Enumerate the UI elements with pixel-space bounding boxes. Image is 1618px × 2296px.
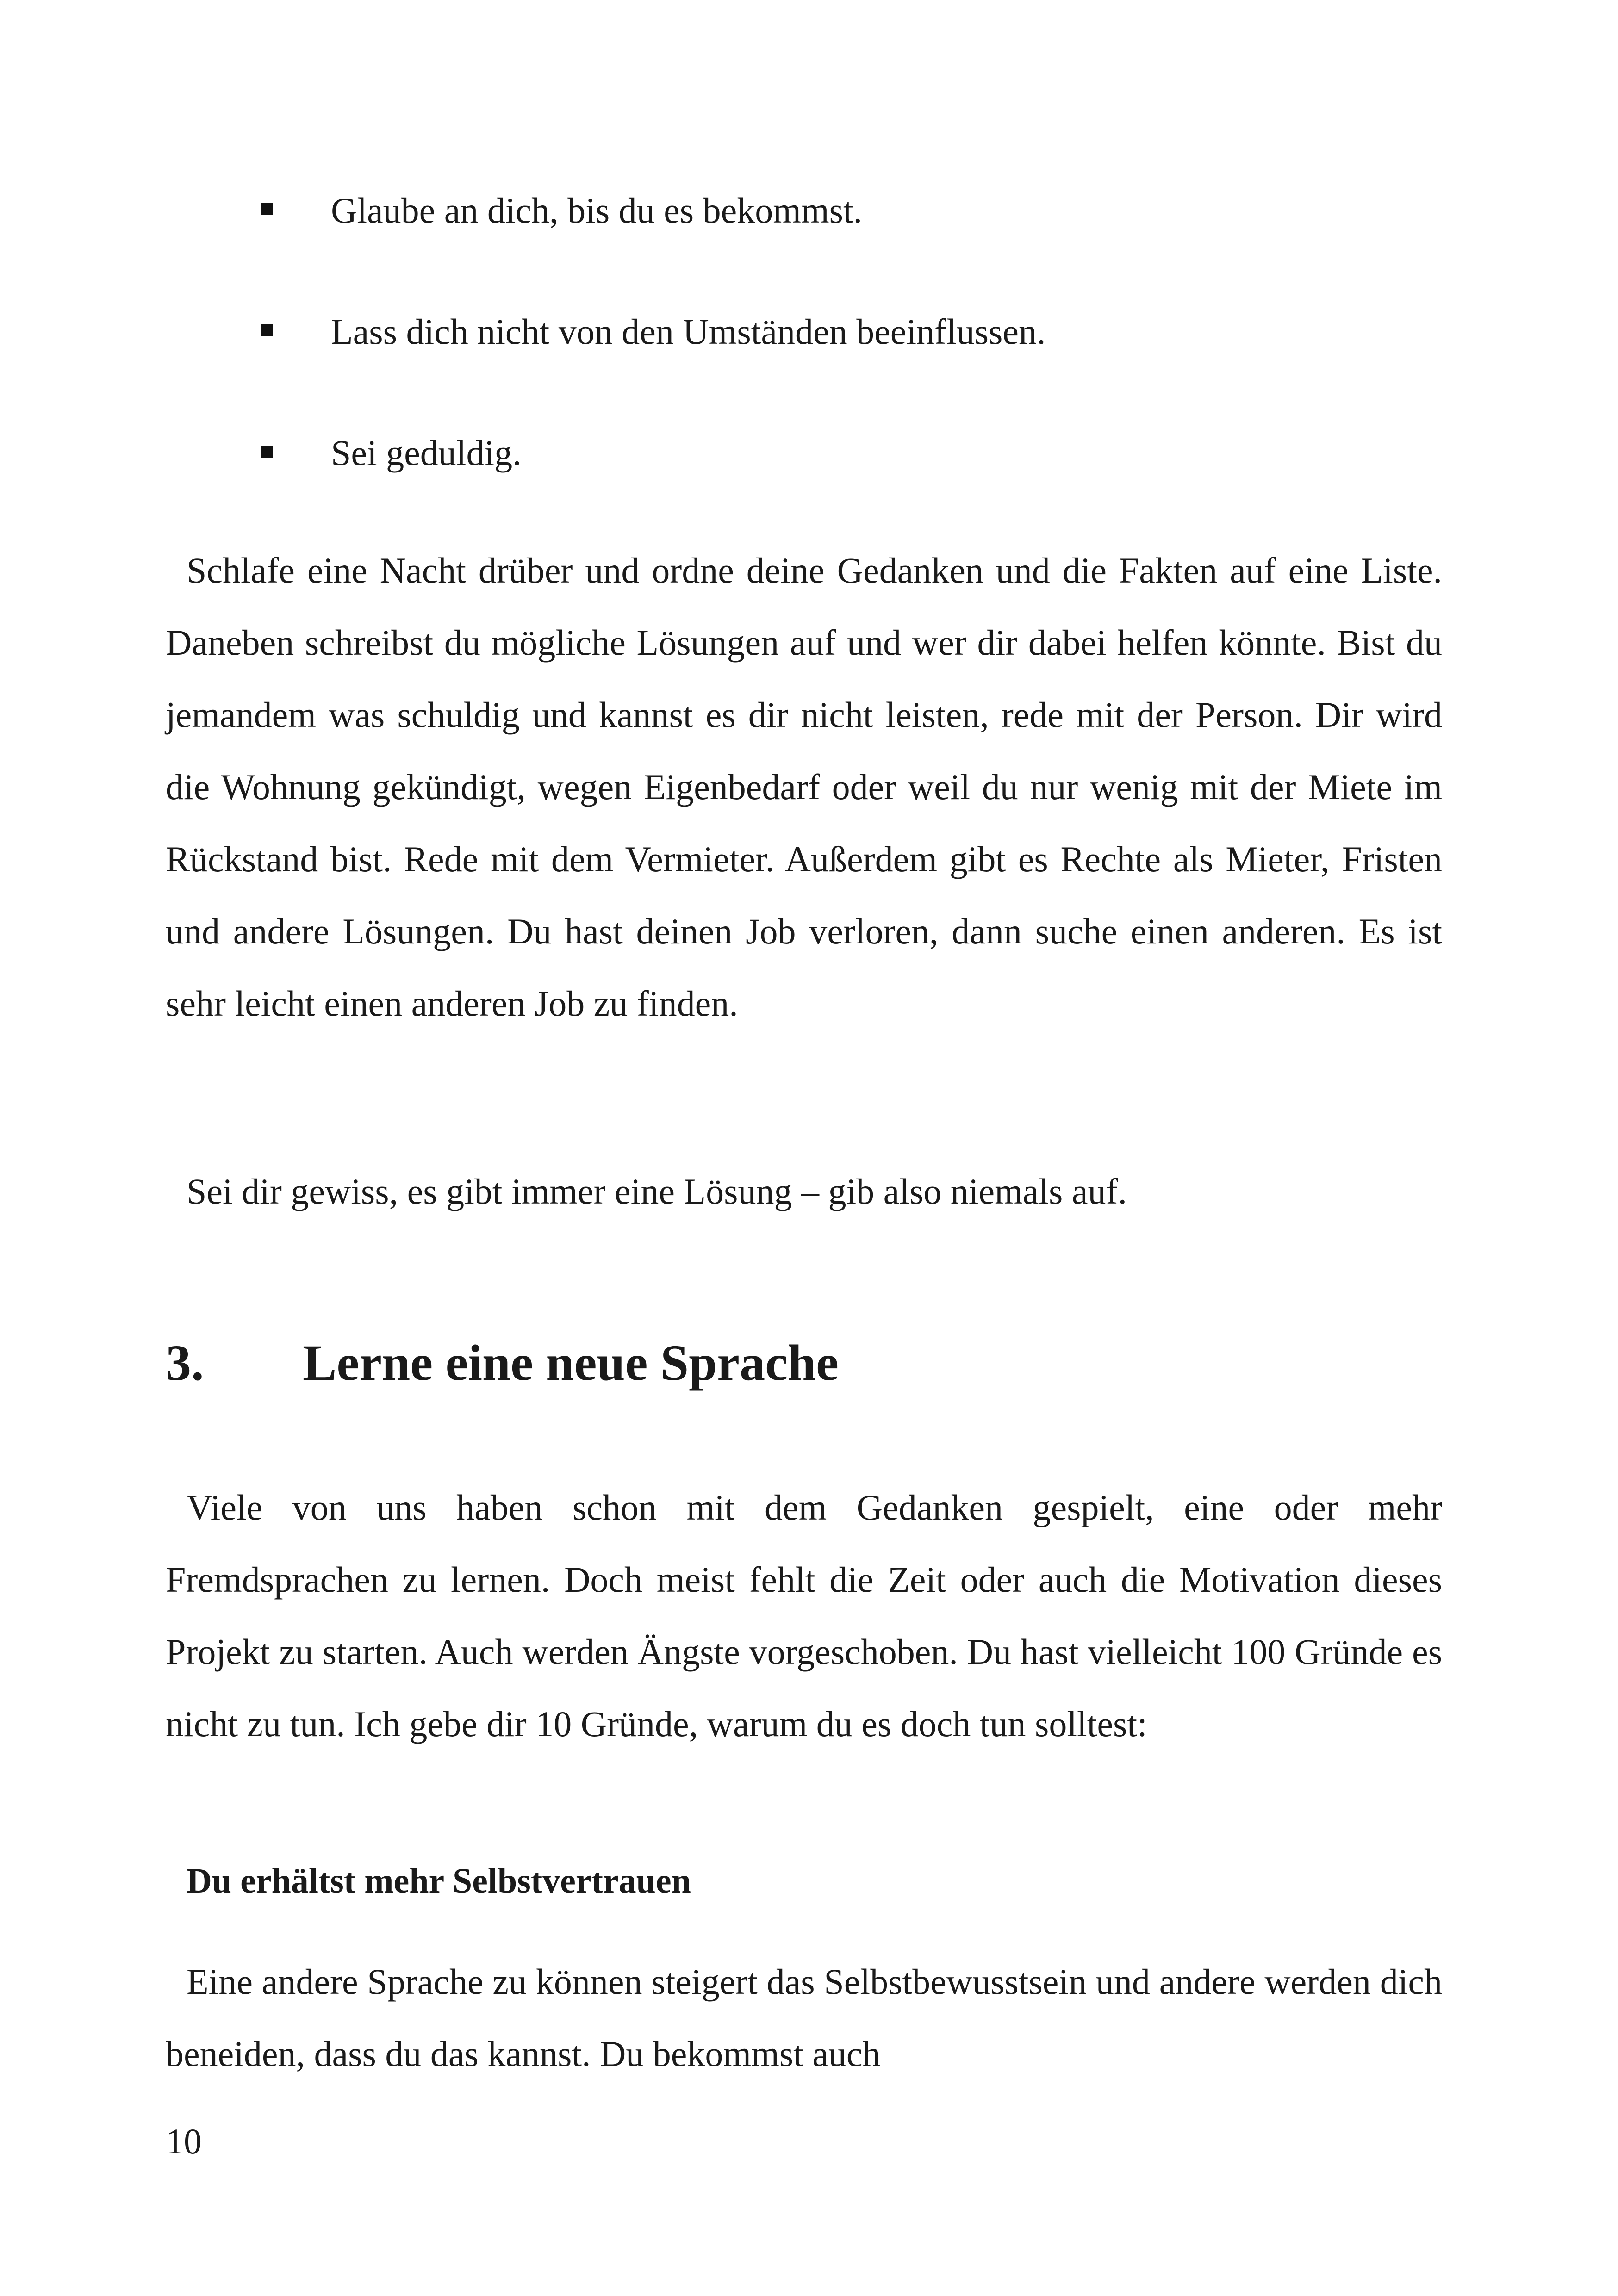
list-item (257, 421, 1460, 542)
paragraph-self-confidence: Eine andere Sprache zu können steigert das Selbstbewusstsein und andere werden dich beneiden, dass du das kannst. Du bekommst auch (166, 1961, 1442, 2074)
bullet-list (257, 178, 1460, 542)
bullet-text: Sei geduldig. (331, 433, 522, 473)
square-bullet-icon (261, 324, 273, 336)
bullet-text: Lass dich nicht von den Umständen beeinflussen. (331, 311, 1046, 352)
list-item (257, 178, 1460, 299)
bullet-text: Glaube an dich, bis du es bekommst. (331, 190, 863, 230)
chapter-title: Lerne eine neue Sprache (303, 1334, 839, 1391)
paragraph-intro-languages: Viele von uns haben schon mit dem Gedanken gespielt, eine oder mehr Fremdsprachen zu lernen. Doch meist fehlt die Zeit oder auch die Motivation dieses Projekt zu starten. Auch werden Ängste vorgeschoben. Du hast vielleicht 100 Gründe es nicht zu tun. Ich gebe dir 10 Gründe, warum du es doch tun solltest: (166, 1487, 1442, 1744)
chapter-heading (166, 1328, 839, 1397)
section-subheading: Du erhältst mehr Selbstvertrauen (187, 1862, 691, 1900)
chapter-number: 3. (166, 1334, 204, 1391)
square-bullet-icon (261, 203, 273, 215)
paragraph-solutions: Schlafe eine Nacht drüber und ordne deine Gedanken und die Fakten auf eine Liste. Daneben schreibst du mögliche Lösungen auf und wer dir dabei helfen könnte. Bist du jemandem was schuldig und kannst es dir nicht leisten, rede mit der Person. Dir wird die Wohnung gekündigt, wegen Eigenbedarf oder weil du nur wenig mit der Miete im Rückstand bist. Rede mit dem Vermieter. Außerdem gibt es Rechte als Mieter, Fristen und andere Lösungen. Du hast deinen Job verloren, dann suche einen anderen. Es ist sehr leicht einen anderen Job zu finden. (166, 550, 1442, 1024)
paragraph-never-give-up: Sei dir gewiss, es gibt immer eine Lösung – gib also niemals auf. (187, 1171, 1127, 1211)
list-item (257, 299, 1460, 421)
square-bullet-icon (261, 446, 273, 458)
page-number: 10 (166, 2121, 202, 2161)
